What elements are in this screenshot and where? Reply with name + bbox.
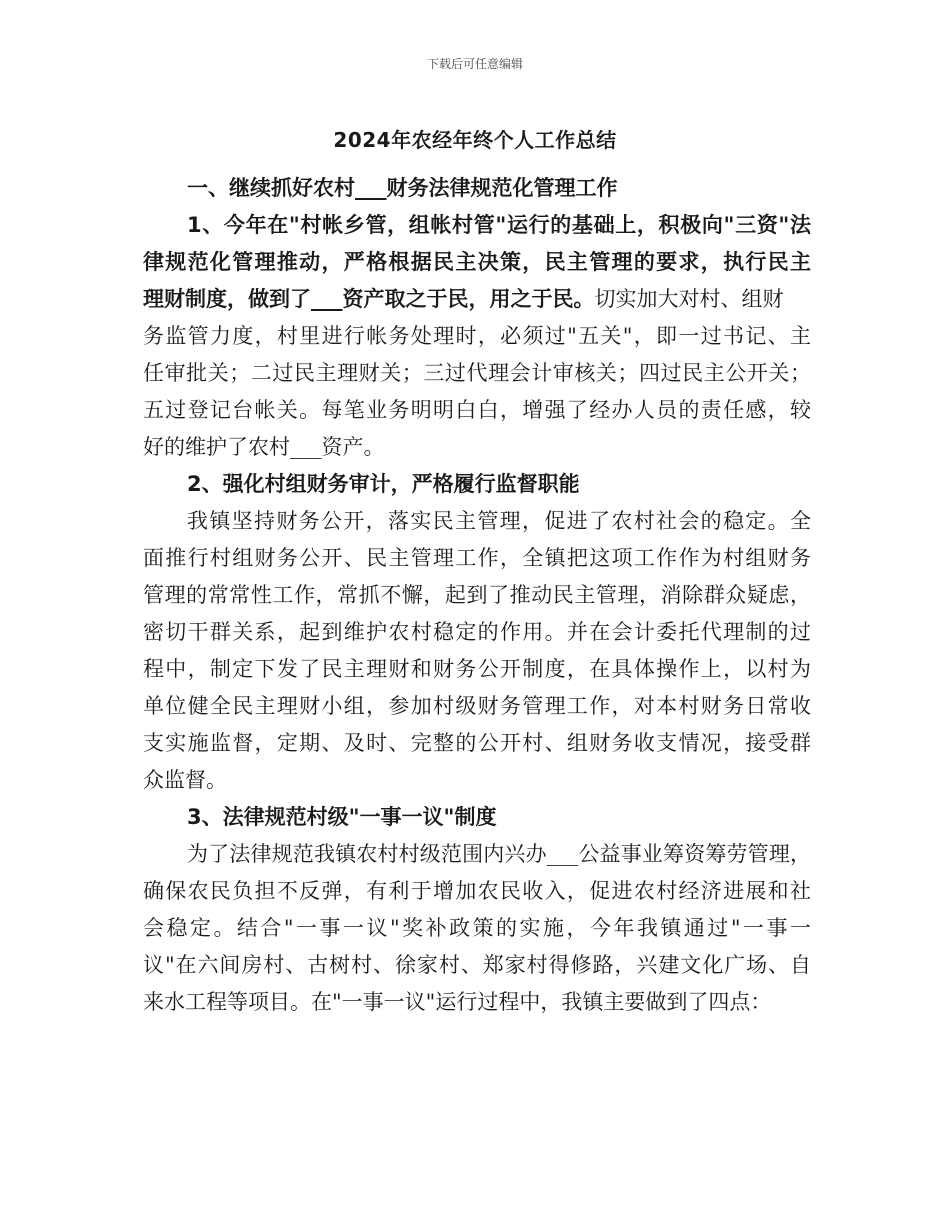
paragraph-line: 我镇坚持财务公开，落实民主管理，促进了农村社会的稳定。全 <box>187 509 811 533</box>
paragraph-line: 律规范化管理推动，严格根据民主决策，民主管理的要求，执行民主 <box>143 250 811 274</box>
paragraph-line: 众监督。 <box>143 768 227 792</box>
paragraph-line: 五过登记台帐关。每笔业务明明白白，增强了经办人员的责任感，较 <box>143 398 811 422</box>
document-body <box>143 170 811 1021</box>
paragraph-line: 好的维护了农村___资产。 <box>143 435 385 459</box>
section-heading-3: 3、法律规范村级"一事一议"制度 <box>187 805 497 829</box>
paragraph-line: 来水工程等项目。在"一事一议"运行过程中，我镇主要做到了四点： <box>143 990 772 1014</box>
paragraph-line: 1、今年在"村帐乡管，组帐村管"运行的基础上，积极向"三资"法 <box>187 213 811 237</box>
paragraph-line: 务监管力度，村里进行帐务处理时，必须过"五关"，即一过书记、主 <box>143 324 811 348</box>
paragraph-line: 单位健全民主理财小组，参加村级财务管理工作，对本村财务日常收 <box>143 694 811 718</box>
paragraph-line: 理财制度，做到了___资产取之于民，用之于民。切实加大对村、组财 <box>143 287 784 311</box>
paragraph-line: 为了法律规范我镇农村村级范围内兴办___公益事业筹资筹劳管理， <box>187 842 811 866</box>
header-note: 下载后可任意编辑 <box>426 57 523 71</box>
document-title: 2024年农经年终个人工作总结 <box>333 128 617 152</box>
paragraph-line: 面推行村组财务公开、民主管理工作，全镇把这项工作作为村组财务 <box>143 546 811 570</box>
paragraph-line: 任审批关；二过民主理财关；三过代理会计审核关；四过民主公开关； <box>143 361 811 385</box>
paragraph-line: 管理的常常性工作，常抓不懈，起到了推动民主管理，消除群众疑虑， <box>143 583 811 607</box>
paragraph-line: 确保农民负担不反弹，有利于增加农民收入，促进农村经济进展和社 <box>143 879 811 903</box>
section-heading-2: 2、强化村组财务审计，严格履行监督职能 <box>187 472 580 496</box>
paragraph-line: 支实施监督，定期、及时、完整的公开村、组财务收支情况，接受群 <box>143 731 811 755</box>
paragraph-line-tail: 切实加大对村、组财 <box>594 287 784 311</box>
paragraph-line: 密切干群关系，起到维护农村稳定的作用。并在会计委托代理制的过 <box>143 620 811 644</box>
paragraph-line: 会稳定。结合"一事一议"奖补政策的实施，今年我镇通过"一事一 <box>143 916 811 940</box>
paragraph-line: 程中，制定下发了民主理财和财务公开制度，在具体操作上，以村为 <box>143 657 811 681</box>
paragraph-line: 议"在六间房村、古树村、徐家村、郑家村得修路，兴建文化广场、自 <box>143 953 811 977</box>
section-heading-1: 一、继续抓好农村___财务法律规范化管理工作 <box>187 176 618 200</box>
